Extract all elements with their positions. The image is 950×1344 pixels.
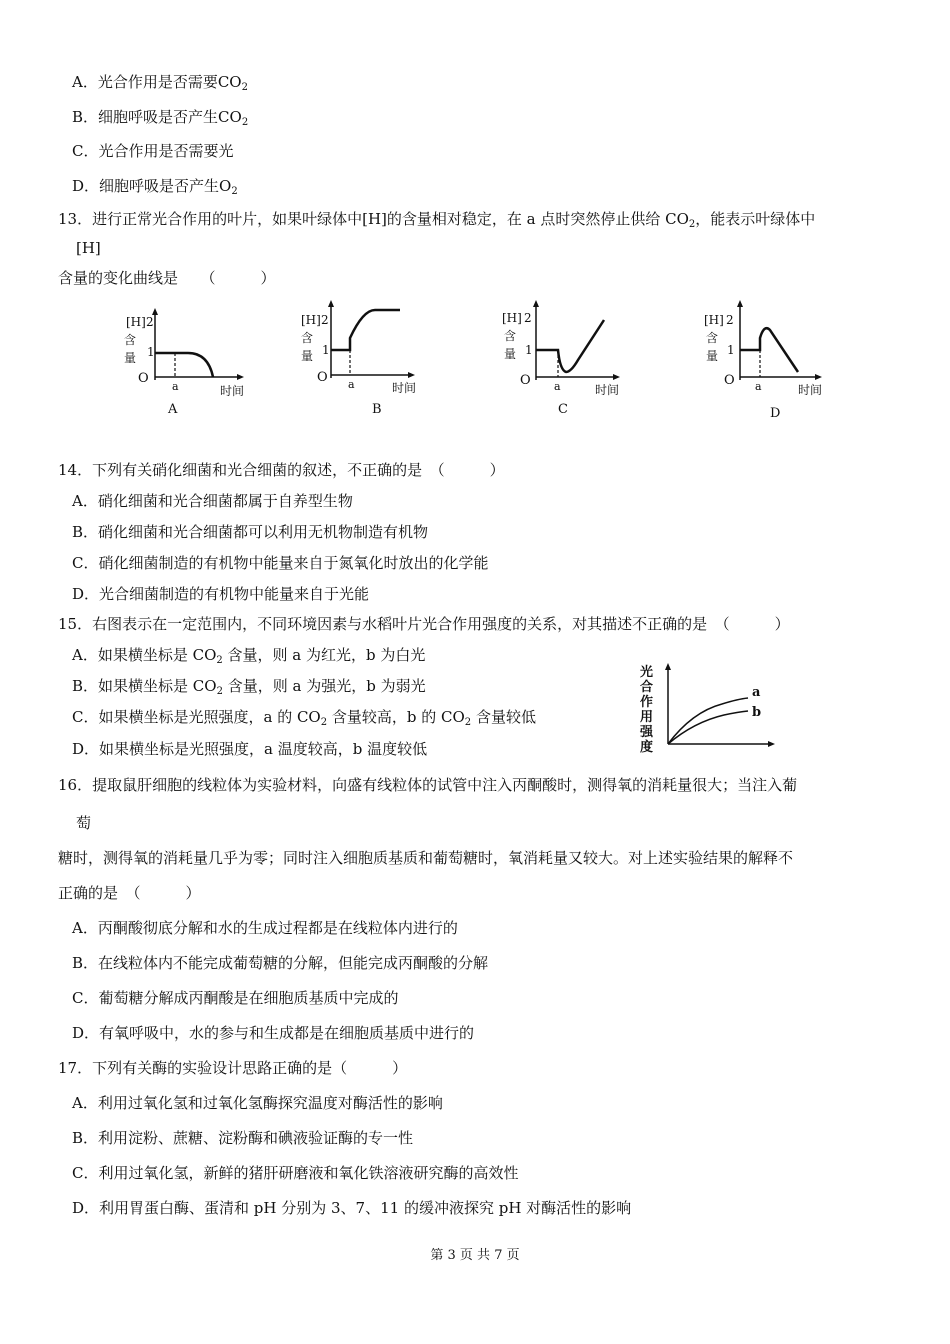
curve-a-label: a bbox=[752, 685, 761, 700]
svg-text:合: 合 bbox=[640, 680, 654, 695]
graph-y-title: [H] bbox=[126, 315, 146, 329]
svg-text:度: 度 bbox=[640, 740, 654, 755]
q16-stem-line3: 糖时，测得氧的消耗量几乎为零；同时注入细胞质基质和葡萄糖时，氧消耗量又较大。对上述实验结果的解释不 bbox=[58, 849, 794, 867]
svg-text:2: 2 bbox=[726, 313, 734, 327]
svg-text:时间: 时间 bbox=[392, 381, 417, 395]
q17-option-b: B．利用淀粉、蔗糖、淀粉酶和碘液验证酶的专一性 bbox=[72, 1129, 414, 1147]
q16-option-d: D．有氧呼吸中，水的参与和生成都是在细胞质基质中进行的 bbox=[72, 1024, 475, 1042]
svg-text:1: 1 bbox=[727, 343, 735, 357]
q13-graph-d bbox=[700, 300, 840, 425]
svg-text:a: a bbox=[348, 378, 355, 391]
q13-stem-line3: 含量的变化曲线是 （ ） bbox=[58, 269, 276, 287]
svg-text:B: B bbox=[372, 402, 382, 417]
svg-text:D: D bbox=[770, 406, 781, 421]
graph-label: A bbox=[168, 402, 178, 417]
q17-stem: 17．下列有关酶的实验设计思路正确的是（ ） bbox=[58, 1059, 408, 1077]
curve-b bbox=[668, 711, 748, 744]
graph-curve bbox=[155, 353, 213, 377]
curve-b-label: b bbox=[752, 705, 762, 720]
page-footer: 第 3 页 共 7 页 bbox=[430, 1248, 520, 1263]
svg-text:量: 量 bbox=[706, 349, 719, 363]
q16-option-b: B．在线粒体内不能完成葡萄糖的分解，但能完成丙酮酸的分解 bbox=[72, 954, 489, 972]
graph-tick-1: 1 bbox=[147, 345, 155, 359]
svg-text:2: 2 bbox=[524, 311, 532, 325]
q13-graph-b bbox=[295, 300, 435, 425]
q13-graph-a bbox=[120, 300, 260, 425]
q13-stem-line2: [H] bbox=[76, 239, 101, 257]
svg-text:量: 量 bbox=[301, 349, 314, 363]
svg-text:含: 含 bbox=[301, 331, 314, 345]
graph-point-a: a bbox=[172, 380, 179, 393]
q17-option-c: C．利用过氧化氢，新鲜的猪肝研磨液和氧化铁溶液研究酶的高效性 bbox=[72, 1164, 519, 1182]
q12-option-c: C．光合作用是否需要光 bbox=[72, 142, 234, 160]
graph-tick-2: 2 bbox=[146, 315, 154, 329]
svg-text:[H]: [H] bbox=[301, 313, 321, 327]
q16-option-a: A．丙酮酸彻底分解和水的生成过程都是在线粒体内进行的 bbox=[72, 919, 458, 937]
q16-stem-line1: 16．提取鼠肝细胞的线粒体为实验材料，向盛有线粒体的试管中注入丙酮酸时，测得氧的消耗量很大；当注入葡 bbox=[58, 776, 798, 794]
q15-stem: 15．右图表示在一定范围内，不同环境因素与水稻叶片光合作用强度的关系，对其描述不正确的是 （ ） bbox=[58, 615, 790, 633]
q14-option-b: B．硝化细菌和光合细菌都可以利用无机物制造有机物 bbox=[72, 523, 429, 541]
graph-curve bbox=[331, 310, 400, 350]
curve-a bbox=[668, 698, 748, 744]
svg-text:用: 用 bbox=[640, 710, 654, 725]
graph-x-title: 时间 bbox=[220, 384, 245, 398]
q16-option-c: C．葡萄糖分解成丙酮酸是在细胞质基质中完成的 bbox=[72, 989, 399, 1007]
q17-option-a: A．利用过氧化氢和过氧化氢酶探究温度对酶活性的影响 bbox=[72, 1094, 443, 1112]
q14-option-d: D．光合细菌制造的有机物中能量来自于光能 bbox=[72, 585, 370, 603]
svg-text:含: 含 bbox=[706, 331, 719, 345]
svg-text:1: 1 bbox=[525, 343, 533, 357]
q15-option-d: D．如果横坐标是光照强度，a 温度较高，b 温度较低 bbox=[72, 740, 428, 758]
svg-text:O: O bbox=[317, 370, 328, 385]
svg-text:强: 强 bbox=[640, 725, 654, 740]
q14-stem: 14．下列有关硝化细菌和光合细菌的叙述，不正确的是 （ ） bbox=[58, 461, 505, 479]
svg-text:[H]: [H] bbox=[704, 313, 724, 327]
graph-origin: O bbox=[138, 371, 149, 386]
svg-text:[H]: [H] bbox=[502, 311, 522, 325]
q15-option-c: C．如果横坐标是光照强度，a 的 $CO_2$ 含量较高，b 的 $CO_2$ 含量较低 bbox=[72, 708, 536, 728]
svg-text:C: C bbox=[558, 402, 568, 417]
svg-text:时间: 时间 bbox=[798, 383, 823, 397]
q12-option-d: D．细胞呼吸是否产生$O_2$ bbox=[72, 177, 238, 197]
q14-option-c: C．硝化细菌制造的有机物中能量来自于氮氧化时放出的化学能 bbox=[72, 554, 489, 572]
q14-option-a: A．硝化细菌和光合细菌都属于自养型生物 bbox=[72, 492, 353, 510]
q15-option-b: B．如果横坐标是 $CO_2$ 含量，则 a 为强光，b 为弱光 bbox=[72, 677, 426, 697]
svg-text:含: 含 bbox=[504, 329, 517, 343]
q15-graph bbox=[632, 660, 782, 765]
graph-curve bbox=[536, 320, 604, 372]
q17-option-d: D．利用胃蛋白酶、蛋清和 pH 分别为 3、7、11 的缓冲液探究 pH 对酶活性的影响 bbox=[72, 1199, 632, 1217]
svg-text:量: 量 bbox=[504, 347, 517, 361]
svg-text:2: 2 bbox=[321, 313, 329, 327]
svg-text:a: a bbox=[755, 380, 762, 393]
svg-text:时间: 时间 bbox=[595, 383, 620, 397]
q15-option-a: A．如果横坐标是 $CO_2$ 含量，则 a 为红光，b 为白光 bbox=[72, 646, 426, 666]
svg-text:含: 含 bbox=[124, 333, 137, 347]
svg-text:a: a bbox=[554, 380, 561, 393]
svg-text:1: 1 bbox=[322, 343, 330, 357]
q12-option-b: B．细胞呼吸是否产生$CO_2$ bbox=[72, 108, 249, 128]
svg-text:O: O bbox=[520, 373, 531, 388]
svg-text:量: 量 bbox=[124, 351, 137, 365]
svg-text:O: O bbox=[724, 373, 735, 388]
q12-option-a: A．光合作用是否需要$CO_2$ bbox=[72, 73, 248, 93]
q13-stem-line1: 13．进行正常光合作用的叶片，如果叶绿体中[H]的含量相对稳定，在 a 点时突然停止供给 $CO_2$，能表示叶绿体中 bbox=[58, 210, 816, 230]
q13-graph-c bbox=[498, 298, 638, 423]
q16-stem-line4: 正确的是 （ ） bbox=[58, 884, 201, 902]
svg-text:作: 作 bbox=[640, 695, 654, 710]
graph-curve bbox=[740, 328, 798, 372]
graph-y-title: 光 bbox=[640, 665, 654, 680]
q16-stem-line2: 萄 bbox=[76, 814, 92, 832]
